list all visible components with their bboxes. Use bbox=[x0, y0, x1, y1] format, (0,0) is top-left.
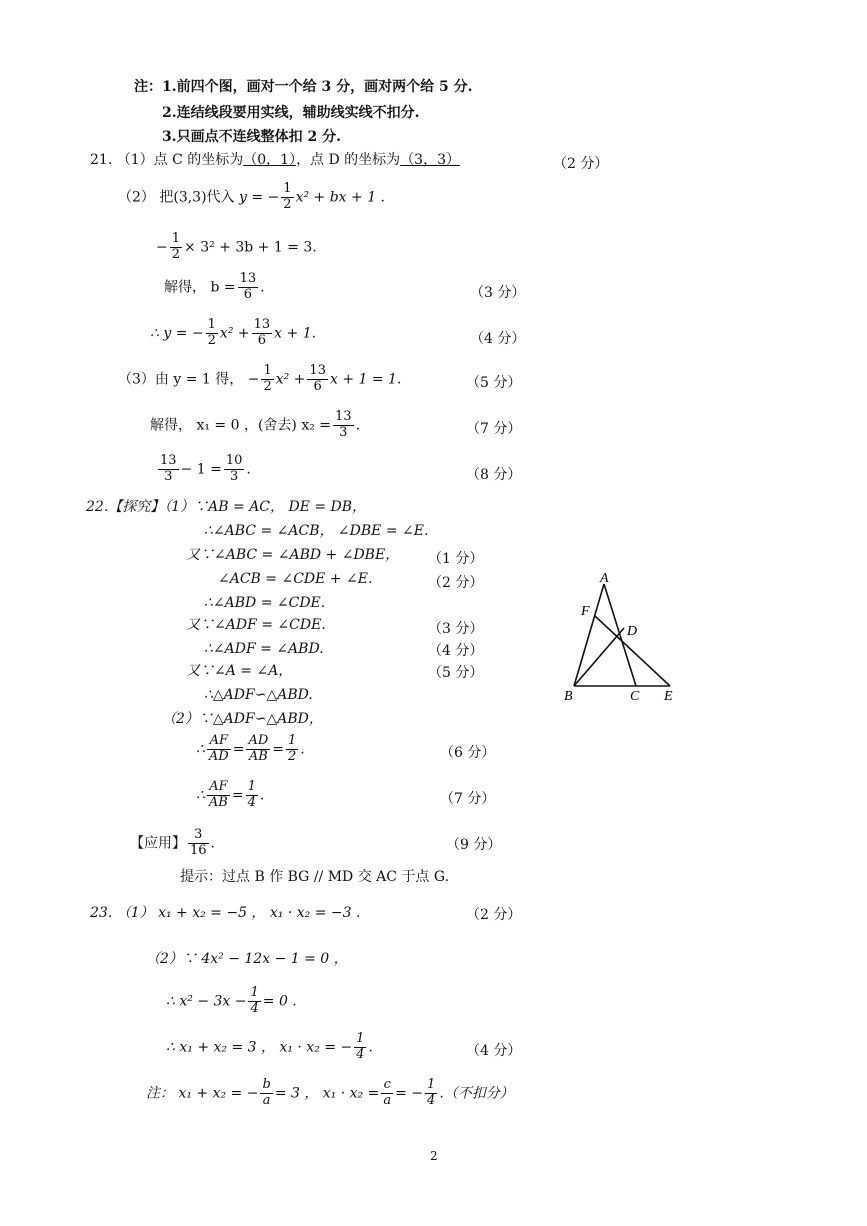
q22-hint: 提示：过点 B 作 BG // MD 交 AC 于点 G. bbox=[180, 869, 450, 885]
label-c: C bbox=[630, 689, 640, 704]
q22-score-3: （3 分） bbox=[428, 621, 484, 637]
q23-score-2: （2 分） bbox=[466, 907, 522, 923]
label-f: F bbox=[581, 604, 590, 619]
q21-part2-solve-b: 解得， b = $\frac{13}{6}$ . bbox=[164, 271, 265, 302]
q23-note: 注： x₁ + x₂ = − $\frac{b}{a}$ = 3 ， x₁ · x₂ = $\frac{c}{a}$ = − $\frac{1}{4}$ .（不扣分） bbox=[146, 1077, 514, 1108]
q22-score-2: （2 分） bbox=[428, 575, 484, 591]
q21-score-3: （3 分） bbox=[470, 285, 526, 301]
segment-ab bbox=[574, 584, 604, 686]
label-e: E bbox=[664, 689, 673, 704]
q21-part3-eq: （3）由 y = 1 得， − $\frac{1}{2}$ x² + $\frac{13}{6}$ x + 1 = 1. bbox=[118, 363, 402, 394]
q23-part2-line3: ∴ x₁ + x₂ = 3 ， x₁ · x₂ = − $\frac{1}{4}$ . bbox=[166, 1031, 373, 1062]
q22-line-5: ∴∠ABD = ∠CDE. bbox=[204, 595, 326, 611]
q21-part1: 21. （1）点 C 的坐标为（0，1），点 D 的坐标为（3，3） bbox=[90, 152, 461, 168]
q23-score-4: （4 分） bbox=[466, 1043, 522, 1059]
page-number: 2 bbox=[430, 1149, 438, 1163]
q21-score-8: （8 分） bbox=[466, 467, 522, 483]
q22-line-10: （2）∵△ADF∽△ABD， bbox=[162, 711, 323, 727]
q22-line-9: ∴△ADF∽△ABD. bbox=[204, 687, 313, 703]
label-d: D bbox=[627, 624, 638, 639]
q22-ratio-eq: ∴ $\frac{AF}{AD}$ = $\frac{AD}{AB}$ = $\frac{1}{2}$ . bbox=[196, 733, 305, 764]
q21-part2-intro: （2） 把(3,3)代入 y = − $\frac{1}{2}$ x² + bx + 1 . bbox=[118, 181, 385, 212]
q22-score-7: （7 分） bbox=[440, 791, 496, 807]
q21-score-4: （4 分） bbox=[470, 331, 526, 347]
q22-line-3: 又∵∠ABC = ∠ABD + ∠DBE， bbox=[186, 547, 400, 563]
q22-score-1: （1 分） bbox=[428, 551, 484, 567]
q22-ratio-result: ∴ $\frac{AF}{AB}$ = $\frac{1}{4}$ . bbox=[196, 779, 265, 810]
q22-score-6: （6 分） bbox=[440, 745, 496, 761]
q23-part1: 23. （1） x₁ + x₂ = −5 ， x₁ · x₂ = −3 . bbox=[90, 905, 361, 921]
label-a: A bbox=[600, 571, 609, 586]
note-1: 注：1.前四个图，画对一个给 3 分，画对两个给 5 分. bbox=[134, 79, 473, 95]
q21-score-7: （7 分） bbox=[466, 421, 522, 437]
q22-line-4: ∠ACB = ∠CDE + ∠E. bbox=[218, 571, 373, 587]
q21-part3-final: $\frac{13}{3}$ − 1 = $\frac{10}{3}$ . bbox=[160, 453, 251, 484]
q21-score-5: （5 分） bbox=[466, 375, 522, 391]
q21-score-2: （2 分） bbox=[553, 156, 609, 172]
q22-line-2: ∴∠ABC = ∠ACB， ∠DBE = ∠E. bbox=[204, 523, 429, 539]
note-2: 2.连结线段要用实线，辅助线实线不扣分. bbox=[162, 105, 420, 121]
q22-score-9: （9 分） bbox=[446, 837, 502, 853]
q22-line-7: ∴∠ADF = ∠ABD. bbox=[204, 641, 324, 657]
note-3: 3.只画点不连线整体扣 2 分. bbox=[162, 129, 341, 145]
label-b: B bbox=[564, 689, 573, 704]
q21-part2-result: ∴ y = − $\frac{1}{2}$ x² + $\frac{13}{6}$ x + 1. bbox=[150, 317, 317, 348]
q23-part2-eq: （2）∵ 4x² − 12x − 1 = 0 ， bbox=[146, 951, 348, 967]
q21-part2-substitution: − $\frac{1}{2}$ × 3² + 3b + 1 = 3. bbox=[156, 231, 317, 262]
q22-score-5: （5 分） bbox=[428, 665, 484, 681]
q22-line-6: 又∵∠ADF = ∠CDE. bbox=[186, 617, 326, 633]
q22-line-8: 又∵∠A = ∠A， bbox=[186, 663, 293, 679]
q22-line-1: 22.【探究】（1）∵AB = AC， DE = DB， bbox=[86, 499, 367, 515]
q22-score-4: （4 分） bbox=[428, 643, 484, 659]
q21-part3-solve: 解得， x₁ = 0 ，(舍去) x₂ = $\frac{13}{3}$ . bbox=[150, 409, 361, 440]
q22-application: 【应用】 $\frac{3}{16}$ . bbox=[130, 827, 215, 858]
triangle-figure bbox=[560, 568, 690, 704]
q23-part2-line2: ∴ x² − 3x − $\frac{1}{4}$ = 0 . bbox=[166, 985, 297, 1016]
